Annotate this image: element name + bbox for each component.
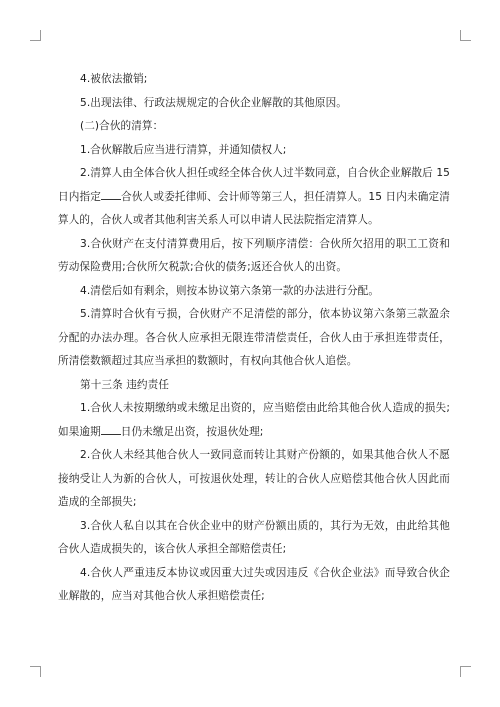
paragraph-dissolution-item-4: 4.被依法撤销; (80, 73, 148, 85)
liquidation-item-2-text-before: 2.清算人由全体合伙人担任或经全体合伙人过半数同意，自合伙企业解散后 15 日内指定 (58, 167, 450, 203)
paragraph-liquidation-item-3: 3.合伙财产在支付清算费用后，按下列顺序清偿：合伙所欠招用的职工工资和劳动保险费用;合伙所欠税款;合伙的债务;返还合伙人的出资。 (58, 237, 450, 273)
fill-in-blank (101, 189, 121, 200)
paragraph-liquidation-item-1: 1.合伙解散后应当进行清算，并通知债权人; (80, 143, 287, 156)
liability-item-1-text-before: 1.合伙人未按期缴纳或未缴足出资的，应当赔偿由此给其他合伙人造成的损失;如果逾期 (58, 402, 450, 438)
section-heading-liquidation: (二)合伙的清算： (80, 120, 164, 132)
fill-in-blank (101, 424, 121, 435)
paragraph-liability-item-4: 4.合伙人严重违反本协议或因重大过失或因违反《合伙企业法》而导致合伙企业解散的，应当对其他合伙人承担赔偿责任; (58, 566, 450, 602)
crop-mark-top-right (460, 30, 471, 41)
liability-item-1-text-after: 日仍未缴足出资，按退伙处理; (120, 425, 264, 438)
paragraph-liquidation-item-4: 4.清偿后如有剩余，则按本协议第六条第一款的办法进行分配。 (80, 284, 380, 297)
paragraph-liability-item-1 (58, 397, 450, 444)
crop-mark-bottom-left (30, 666, 41, 677)
crop-mark-bottom-right (460, 666, 471, 677)
paragraph-liquidation-item-2 (58, 162, 450, 233)
liquidation-item-2-text-after: 合伙人或委托律师、会计师等第三人，担任清算人。15 日内未确定清算人的，合伙人或者其他利害关系人可以申请人民法院指定清算人。 (58, 190, 451, 226)
paragraph-liability-item-2: 2.合伙人未经其他合伙人一致同意而转让其财产份额的，如果其他合伙人不愿接纳受让人为新的合伙人，可按退伙处理，转让的合伙人应赔偿其他合伙人因此而造成的全部损失; (58, 449, 450, 508)
paragraph-dissolution-item-5: 5.出现法律、行政法规规定的合伙企业解散的其他原因。 (80, 96, 347, 109)
document-body (58, 68, 450, 609)
paragraph-liquidation-item-5: 5.清算时合伙有亏损，合伙财产不足清偿的部分，依本协议第六条第三款盈余分配的办法办理。各合伙人应承担无限连带清偿责任，合伙人由于承担连带责任，所清偿数额超过其应当承担的数额时，有权向其他合伙人追偿。 (58, 308, 450, 367)
paragraph-liability-item-3: 3.合伙人私自以其在合伙企业中的财产份额出质的，其行为无效，由此给其他合伙人造成损失的，该合伙人承担全部赔偿责任; (58, 519, 450, 555)
crop-mark-top-left (30, 30, 41, 41)
article-13-heading: 第十三条 违约责任 (80, 378, 170, 391)
